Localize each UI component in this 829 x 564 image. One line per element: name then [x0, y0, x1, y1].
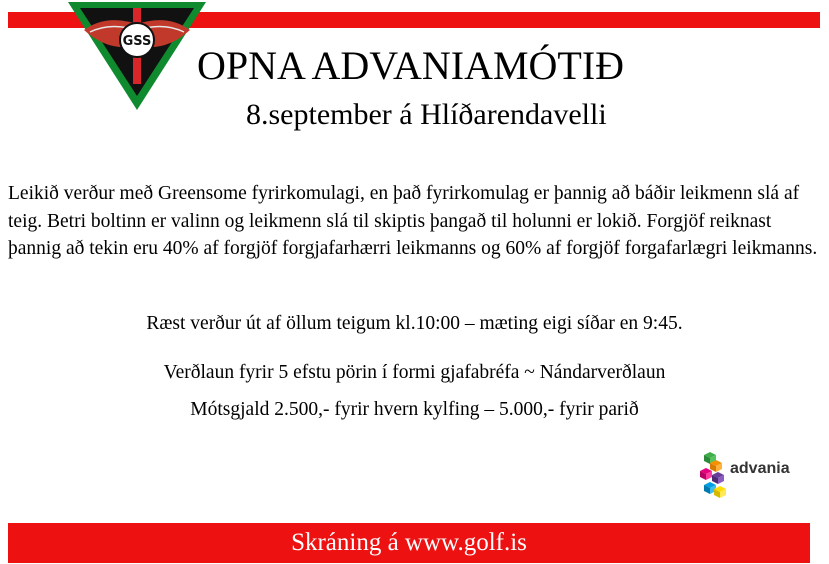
start-info: Ræst verður út af öllum teigum kl.10:00 – mæting eigi síðar en 9:45.	[146, 313, 683, 334]
registration-banner	[8, 523, 810, 563]
registration-link[interactable]: Skráning á www.golf.is	[291, 529, 527, 556]
club-logo	[66, 0, 208, 112]
logo-text: GSS	[122, 34, 152, 49]
advania-cubes-icon	[700, 452, 730, 500]
advania-logo	[700, 452, 804, 500]
fee-info: Mótsgjald 2.500,- fyrir hvern kylfing – 5.000,- fyrir parið	[190, 399, 639, 420]
page-title: OPNA ADVANIAMÓTIÐ	[197, 43, 625, 88]
description-paragraph: Leikið verður með Greensome fyrirkomulagi, en það fyrirkomulag er þannig að báðir leikmenn slá af teig. Betri boltinn er valinn og leikmenn slá til skiptis þangað til holunni er lokið. Forgjöf reiknast þannig að tekin eru 40% af forgjöf forgjafarhærri leikmanns og 60% af forgjöf forgafarlægri leikmanns.	[8, 183, 818, 259]
page-subtitle: 8.september á Hlíðarendavelli	[246, 98, 607, 131]
prize-info: Verðlaun fyrir 5 efstu pörin í formi gjafabréfa ~ Nándarverðlaun	[163, 362, 666, 383]
advania-name: advania	[730, 460, 790, 477]
